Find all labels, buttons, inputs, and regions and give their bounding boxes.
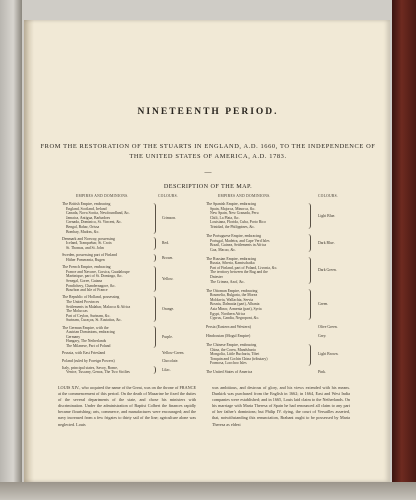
right-entry-line: New Spain, New Granada, Peru	[210, 211, 259, 216]
left-entry-brace	[150, 326, 156, 348]
right-entry-name: The Spanish Empire, embracing	[206, 202, 257, 206]
right-entry-line: Russia, Siberia, Kamtschatka	[210, 261, 255, 266]
left-entry-name: The Republic of Holland, possessing	[62, 295, 120, 300]
left-entry-colour: Purple.	[162, 334, 173, 339]
right-entry	[206, 289, 292, 321]
left-entry	[62, 237, 148, 251]
left-entry-colour: Lilac.	[162, 368, 171, 373]
period-title: NINETEENTH PERIOD.	[137, 107, 279, 117]
right-entry-name: The Ottoman Empire, embracing	[206, 288, 258, 293]
left-entry-line: Germany	[66, 334, 81, 339]
description-title: DESCRIPTION OF THE MAP.	[163, 183, 253, 190]
left-entry-line: Settlements in Malabar, Malacca & Africa	[66, 304, 131, 309]
right-entry-line: Portugal, Madeira, and Cape Verd Isles	[210, 238, 270, 243]
left-entry	[62, 366, 148, 375]
right-entry	[206, 370, 292, 375]
left-entry-line: Martinique, part of St. Domingo, &c.	[66, 274, 123, 279]
left-entry-line: Surinam, Curaçoa, St. Eustatius, &c.	[66, 318, 122, 323]
left-entry-line: Hungary, The Netherlands	[66, 339, 107, 344]
right-entry-line: Tonquin and Cochin China (tributary)	[210, 356, 268, 361]
right-entry-line: Formosa, Loochoo Isles	[210, 361, 247, 366]
left-entry-line: France and Navarre, Corsica, Guadaloupe	[66, 269, 130, 274]
book-cover-left	[0, 0, 22, 500]
left-entry-name: Sweden, possessing part of Finland	[62, 253, 118, 258]
col-head-right-empires: EMPIRES AND DOMINIONS.	[218, 194, 271, 198]
right-entry-brace	[305, 257, 311, 284]
right-entry	[206, 202, 292, 230]
left-entry-line: Grenada, Dominica, St. Vincent, &c.	[66, 220, 122, 225]
right-entry-colour: Olive Green.	[318, 325, 338, 330]
left-entry-name: Prussia, with East Friesland	[62, 351, 106, 356]
right-entry	[206, 257, 292, 285]
right-entry-line: Mongolia, Little Bucharia, Tibet	[210, 352, 260, 357]
right-entry-line: Bosnia, Dalmatia (part), Albania	[210, 302, 260, 307]
left-entry-line: Iceland, Tranquebar, St. Croix	[66, 241, 112, 246]
right-entry-brace	[305, 203, 311, 230]
left-entry-line: Bengal, Bahar, Orissa	[66, 224, 100, 229]
period-subtitle: FROM THE RESTORATION OF THE STUARTS IN ENGLAND, A.D. 1660, TO THE INDEPENDENCE OF THE UNITED STATES OF AMERICA, A.D. 1783.	[40, 143, 376, 160]
right-entry-line: Spain, Majorca, Minorca, &c.	[210, 206, 256, 211]
right-entry-line: Part of Finland, part of Poland, Livonia, &c.	[210, 265, 278, 270]
left-entry	[62, 202, 148, 234]
right-entry-colour: Light Brown.	[318, 352, 339, 357]
right-entry-name: The Chinese Empire, embracing	[206, 343, 257, 348]
left-entry-line: Part of Ceylon, Surinam, &c.	[66, 313, 111, 318]
right-entry-line: Cyprus, Candia, Negropont, &c.	[210, 316, 260, 321]
right-entry-line: China, the Corea, Mandshuria	[210, 347, 256, 352]
left-entry-line: Canada, Nova Scotia, Newfoundland, &c.	[66, 211, 130, 216]
left-entry-colour: Brown.	[162, 255, 174, 260]
left-entry-name: Denmark and Norway, possessing	[62, 236, 115, 241]
left-entry-colour: Crimson.	[162, 215, 177, 220]
body-text-right: was ambitious, and desirous of glory, and his views extended with his means. Dunkirk was purchased from the English in 1662; in 1664, East and West India companies were established; and in 1665, Louis laid claim to the Netherlands. On his marriage with Maria Theresa of Spain he had renounced all claim to any part of her father's dominions; but Philip IV. dying, the court of Versailles asserted, that, notwithstanding this renunciation, Brabant ought to be possessed by Maria Theresa as eldest	[212, 385, 350, 427]
left-entry-brace	[150, 203, 156, 234]
left-entry-name: The British Empire, embracing	[62, 202, 111, 206]
left-entry-colour: Yellow.	[162, 276, 174, 281]
body-text-left: LOUIS XIV., who acquired the name of the Great, was on the throne of FRANCE at the commencement of this period. On the death of Mazarine he fixed the duties of the several departments of the state, and chose his ministers with discrimination. Under the administration of Baptist Colbert the finances rapidly became flourishing; arts, commerce, and manufactures were encouraged; and the navy increased from a few frigates to thirty sail of the line; agriculture alone was neglected. Louis	[58, 385, 196, 427]
right-entry-line: Chili, La Plata, &c.	[210, 215, 240, 220]
right-entry-line: The territory between the Bug and the	[210, 270, 268, 275]
left-entry-colour: Orange.	[162, 306, 175, 311]
left-entry	[62, 351, 148, 356]
book-bottom-edge	[0, 482, 416, 500]
right-entry-line: Dniester	[210, 275, 223, 280]
right-entry-colour: Dark Blue.	[318, 240, 335, 245]
left-entry-line: Bourbon and Isle of France	[66, 288, 108, 293]
left-entry-line: Senegal, Goree, Guiana	[66, 278, 103, 283]
right-entry-name: The Russian Empire, embracing	[206, 256, 257, 261]
right-entry	[206, 325, 292, 330]
left-entry-brace	[150, 254, 156, 262]
col-head-left-empires: EMPIRES AND DOMINIONS.	[76, 194, 129, 198]
left-entry-name: The German Empire, with the	[62, 325, 109, 330]
left-entry-line: The United Provinces	[66, 299, 100, 304]
right-entry-colour: Dark Green.	[318, 268, 337, 273]
left-entry	[62, 326, 148, 349]
right-entry	[206, 343, 292, 366]
left-entry-line: St. Thomas, and St. John	[66, 246, 104, 251]
right-entry-line: Asia Minor, Armenia (part), Syria	[210, 307, 262, 311]
book-cover-right	[392, 0, 416, 500]
left-entry-line: The Milanese, Part of Poland	[66, 344, 111, 349]
right-entry-line: Roumelia, Bulgaria, the Morea	[210, 293, 258, 298]
left-entry-brace	[150, 237, 156, 250]
right-entry-name: The Portuguese Empire, embracing	[206, 233, 262, 238]
left-entry-line: The Moluccas	[66, 309, 88, 314]
left-entry-line: Jamaica, Antigua, Barbadoes	[66, 215, 111, 220]
right-entry-name: Persia (Eastern and Western)	[206, 325, 251, 330]
left-entry	[62, 265, 148, 293]
right-entry-colour: Green.	[318, 302, 329, 307]
page-gutter-shadow	[24, 20, 34, 482]
left-entry-line: Austrian Dominions, embracing	[66, 330, 115, 335]
right-entry	[206, 234, 292, 252]
right-entry	[206, 334, 292, 339]
right-entry-line: Egypt, Northern Africa	[210, 311, 246, 316]
left-entry-name: Italy, principal states, Savoy, Rome,	[62, 365, 118, 370]
right-entry-line: Moldavia, Wallachia, Servia	[210, 297, 254, 302]
left-entry	[62, 359, 148, 364]
left-entry-line: Bombay, Madras, &c.	[66, 229, 100, 234]
divider-dash: —	[204, 168, 212, 176]
left-entry-name: Poland (ruled by Foreign Powers)	[62, 358, 115, 363]
left-entry-colour: Red.	[162, 241, 170, 246]
right-entry-brace	[305, 344, 311, 366]
left-entry-colour: Chocolate.	[162, 358, 179, 363]
right-entry-line: Brazil, Guinea, Settlements in Africa	[210, 243, 267, 248]
right-entry-brace	[305, 289, 311, 320]
right-entry-colour: Light Blue.	[318, 213, 336, 218]
left-entry	[62, 295, 148, 323]
left-entry-line: Venice, Tuscany, Genoa, The Two Sicilies	[66, 370, 130, 375]
left-entry-line: Pondichery, Chandernagore, &c.	[66, 283, 116, 288]
right-entry-line: Louisiana, Florida, Cuba, Porto Rico	[210, 220, 266, 225]
col-head-right-colours: COLOURS.	[318, 194, 339, 198]
col-head-left-colours: COLOURS.	[158, 194, 179, 198]
left-entry	[62, 253, 148, 262]
right-entry-name: The United States of America	[206, 370, 253, 375]
right-entry-line: Trinidad, the Philippines, &c.	[210, 224, 256, 229]
left-entry-line: England, Scotland, Ireland	[66, 206, 107, 211]
left-entry-brace	[150, 296, 156, 323]
left-entry-brace	[150, 266, 156, 293]
right-entry-line: The Crimea, Azof, &c.	[210, 279, 245, 284]
right-entry-colour: Pink.	[318, 370, 326, 375]
right-entry-colour: Grey.	[318, 334, 327, 339]
right-entry-name: Hindoostan (Mogul Empire)	[206, 334, 251, 339]
right-entry-brace	[305, 234, 311, 251]
right-entry-line: Goa, Macao, &c.	[210, 247, 237, 252]
left-entry-name: The French Empire, embracing	[62, 265, 111, 270]
left-entry-line: Hither Pomerania, Rugen	[66, 257, 105, 262]
left-entry-colour: Yellow-Green.	[162, 351, 185, 356]
